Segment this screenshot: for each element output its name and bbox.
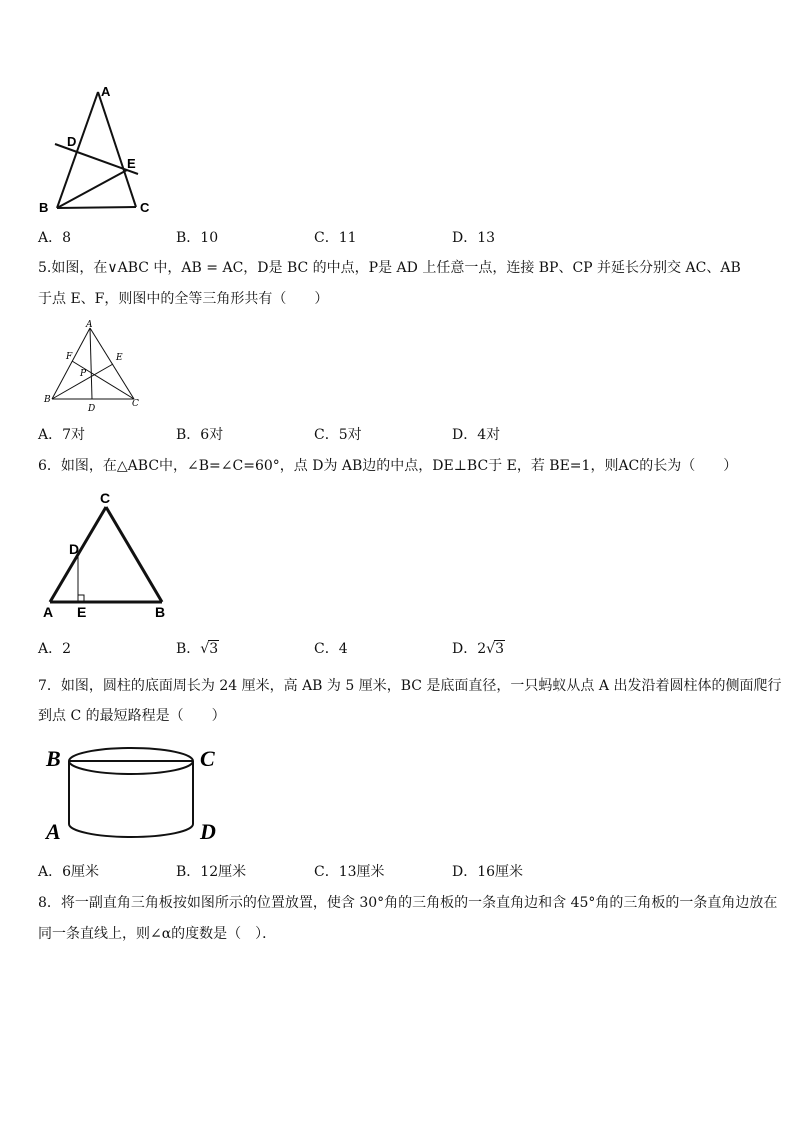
sqrt-symbol: √: [200, 641, 210, 657]
q7-figure: [40, 740, 230, 850]
q5-label-f: F: [66, 352, 73, 362]
q4-label-a: A: [101, 84, 111, 99]
q4-side-ab: [57, 92, 98, 208]
q7-option-c: C．13厘米: [314, 864, 385, 880]
q6-option-a: A．2: [38, 641, 72, 657]
q4-option-c: C．11: [314, 230, 357, 246]
q5-label-a: A: [86, 320, 93, 330]
q7-label-a: A: [46, 819, 61, 844]
q7-stem-line2: 到点 C 的最短路程是（ ）: [38, 708, 226, 724]
q5-figure: [36, 318, 146, 414]
q6-stem-line1: 6．如图，在△ABC中，∠B=∠C=60°，点 D为 AB边的中点，DE⊥BC于 E，若 BE=1，则AC的长为（ ）: [38, 458, 738, 474]
q8-stem-line1: 8．将一副直角三角板按如图所示的位置放置，使含 30°角的三角板的一条直角边和含 45°角的三角板的一条直角边放在: [38, 895, 778, 911]
q6-option-c: C．4: [314, 641, 348, 657]
q6-option-d: [452, 639, 505, 659]
q5-label-p: P: [80, 369, 87, 379]
q6-figure: [36, 488, 176, 624]
q4-option-a: A．8: [38, 230, 72, 246]
q7-option-a: A．6厘米: [38, 864, 100, 880]
q4-side-ac: [98, 92, 136, 207]
q5-option-c: C．5对: [314, 427, 362, 443]
q4-label-c: C: [140, 200, 150, 215]
q5-label-e: E: [116, 353, 123, 363]
q5-label-d: D: [88, 404, 96, 414]
q5-stem-line1: 5.如图，在∨ABC 中，AB = AC，D是 BC 的中点，P是 AD 上任意一点，连接 BP、CP 并延长分别交 AC、AB: [38, 260, 741, 276]
q6-option-b: [176, 639, 219, 659]
q7-label-c: C: [200, 746, 215, 771]
q5-label-c: C: [132, 399, 139, 409]
q7-label-b: B: [46, 746, 61, 771]
q5-option-b: B．6对: [176, 427, 224, 443]
q7-option-d: D．16厘米: [452, 864, 524, 880]
q4-label-b: B: [39, 200, 49, 215]
q4-side-bc: [57, 207, 136, 208]
q7-label-d: D: [200, 819, 216, 844]
q8-stem-line2: 同一条直线上，则∠α的度数是（ ）．: [38, 926, 277, 942]
q6-label-a: A: [43, 604, 54, 620]
q4-option-b: B．10: [176, 230, 219, 246]
q5-option-d: D．4对: [452, 427, 501, 443]
q4-option-d: D．13: [452, 230, 496, 246]
q5-label-b: B: [44, 395, 51, 405]
q5-option-a: A．7对: [38, 427, 86, 443]
q6-option-d-prefix: D．2: [452, 641, 487, 657]
sqrt-symbol: √: [486, 641, 496, 657]
q4-label-e: E: [127, 156, 136, 171]
q6-label-c: C: [100, 490, 111, 506]
q6-option-d-radicand: 3: [495, 641, 504, 657]
q7-option-b: B．12厘米: [176, 864, 247, 880]
q7-stem-line1: 7．如图，圆柱的底面周长为 24 厘米，高 AB 为 5 厘米，BC 是底面直径，一只蚂蚁从点 A 出发沿着圆柱体的侧面爬行: [38, 678, 782, 694]
q6-label-d: D: [69, 541, 80, 557]
q6-option-b-radicand: 3: [209, 641, 219, 657]
q6-label-b: B: [155, 604, 166, 620]
q4-label-d: D: [67, 134, 77, 149]
q4-figure: [30, 80, 170, 220]
q6-label-e: E: [77, 604, 87, 620]
q6-option-b-prefix: B．: [176, 641, 201, 657]
q5-stem-line2: 于点 E、F，则图中的全等三角形共有（ ）: [38, 291, 329, 307]
